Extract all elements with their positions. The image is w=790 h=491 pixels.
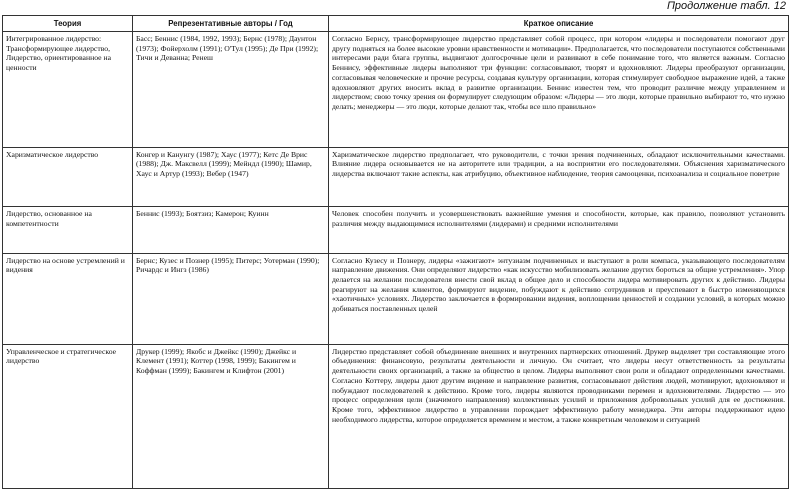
table-row: [3, 253, 789, 344]
leadership-theories-table: [2, 15, 789, 489]
description-cell: Харизматическое лидерство предполагает, что руководители, с точки зрения подчиненных, обладают исключительными качествами. Влияние лидера основывается не на авторитете или традиции, а на восприятии его последователями. Объяснения харизматического лидерства включают такие аспекты, как атрибуцию, объективное наблюдение, теория самооценки, психоанализа и социальное поветрие: [329, 147, 789, 206]
header-description: Краткое описание: [329, 16, 789, 32]
table-continuation-caption: Продолжение табл. 12: [666, 0, 786, 12]
authors-cell: Друкер (1999); Якобс и Джейкс (1990); Джейкс и Клемент (1991); Коттер (1998, 1999); Бакингем и Коффман (1999); Бакингем и Клифтон (2001): [133, 344, 329, 488]
authors-cell: Бернс; Кузес и Познер (1995); Питерс; Уотерман (1990); Ричардс и Ингз (1986): [133, 253, 329, 344]
description-cell: Человек способен получить и усовершенствовать важнейшие умения и способности, которые, как правило, позволяют установить различия между выдающимися исполнителями (лидерами) и средними исполнителями: [329, 206, 789, 253]
theory-cell: Лидерство, основанное на компетентности: [3, 206, 133, 253]
authors-cell: Беннис (1993); Боятзиз; Камерон; Куинн: [133, 206, 329, 253]
authors-cell: Конгер и Канунгу (1987); Хаус (1977); Кетс Де Врис (1988); Дж. Максвелл (1999); Мейндл (1990); Шамир, Хаус и Артур (1993); Вебер (1947): [133, 147, 329, 206]
table-row: [3, 32, 789, 148]
description-cell: Лидерство представляет собой объединение внешних и внутренних партнерских отношений. Друкер выделяет три составляющие этого объединения: финансовую, результаты деятельности и личную. Он считает, что лидеры несут ответственность за результаты деятельности своих организаций, а также за общество в целом. Лидеры выполняют свои роли и обладают определенными качествами. Согласно Коттеру, лидеры дают другим видение и направление развития, согласовывают действия людей, мотивируют, вдохновляют и побуждают последователей к действию. Кроме того, лидеры являются проводниками перемен и вдохновителями. Лидерство — это процесс определения цели (значимого направления) коллективных усилий и приложения добровольных усилий для ее достижения. Кроме того, эффективное лидерство в управлении порождает эффективную работу менеджера. Эти авторы поддерживают идею необходимого лидерства, которое определяется временем и местом, а также конкретным человеком и ситуацией: [329, 344, 789, 488]
authors-cell: Басс; Беннис (1984, 1992, 1993); Бернс (1978); Даунтон (1973); Фойерхолм (1991); О'Тул (1995); Де При (1992); Тичи и Деванна; Ренеш: [133, 32, 329, 148]
table-row: [3, 147, 789, 206]
theory-cell: Лидерство на основе устремлений и видения: [3, 253, 133, 344]
header-authors: Репрезентативные авторы / Год: [133, 16, 329, 32]
table-row: [3, 206, 789, 253]
table-row: [3, 344, 789, 488]
table-header-row: [3, 16, 789, 32]
header-theory: Теория: [3, 16, 133, 32]
description-cell: Согласно Бернсу, трансформирующее лидерство представляет собой процесс, при котором «лидеры и последователи помогают друг другу подняться на более высокие уровни нравственности и мотивации». Предполагается, что последователи поступаются собственными интересами ради блага группы, выдвигают долгосрочные цели и развивают в себе понимание того, что является важным. Согласно Беннису, эффективные лидеры выполняют три функции: согласовывают, творят и вдохновляют. Лидеры преобразуют организации, согласовывая человеческие и прочие ресурсы, создавая культуру организации, которая стимулирует свободное выражение идей, а также вдохновляют других вносить вклад в развитие организации. Беннис известен тем, что проводит различие между управлением и лидерством; свою точку зрения он формулирует следующим образом: «Лидеры — это люди, которые правильно выбирают то, что нужно делать; менеджеры — это люди, которые делают так, чтобы все шло правильно»: [329, 32, 789, 148]
description-cell: Согласно Кузесу и Познеру, лидеры «зажигают» энтузиазм подчиненных и выступают в роли компаса, указывающего последователям направление движения. Они определяют лидерство «как искусство мобилизовать желание других бороться за общие устремления». Упор делается на желании последователя внести свой вклад в общее дело и способности лидера мотивировать других к действию. Лидеры реагируют на желания клиентов, формируют видение, побуждают к действию сотрудников и преуспевают в быстро изменяющихся «хаотичных» условиях. Лидерство заключается в формировании видения, воплощении ценностей и создании условий, в которых можно добиваться поставленных целей: [329, 253, 789, 344]
theory-cell: Интегрированное лидерство: Трансформирующее лидерство, Лидерство, ориентированное на ценности: [3, 32, 133, 148]
theory-cell: Управленческое и стратегическое лидерство: [3, 344, 133, 488]
theory-cell: Харизматическое лидерство: [3, 147, 133, 206]
